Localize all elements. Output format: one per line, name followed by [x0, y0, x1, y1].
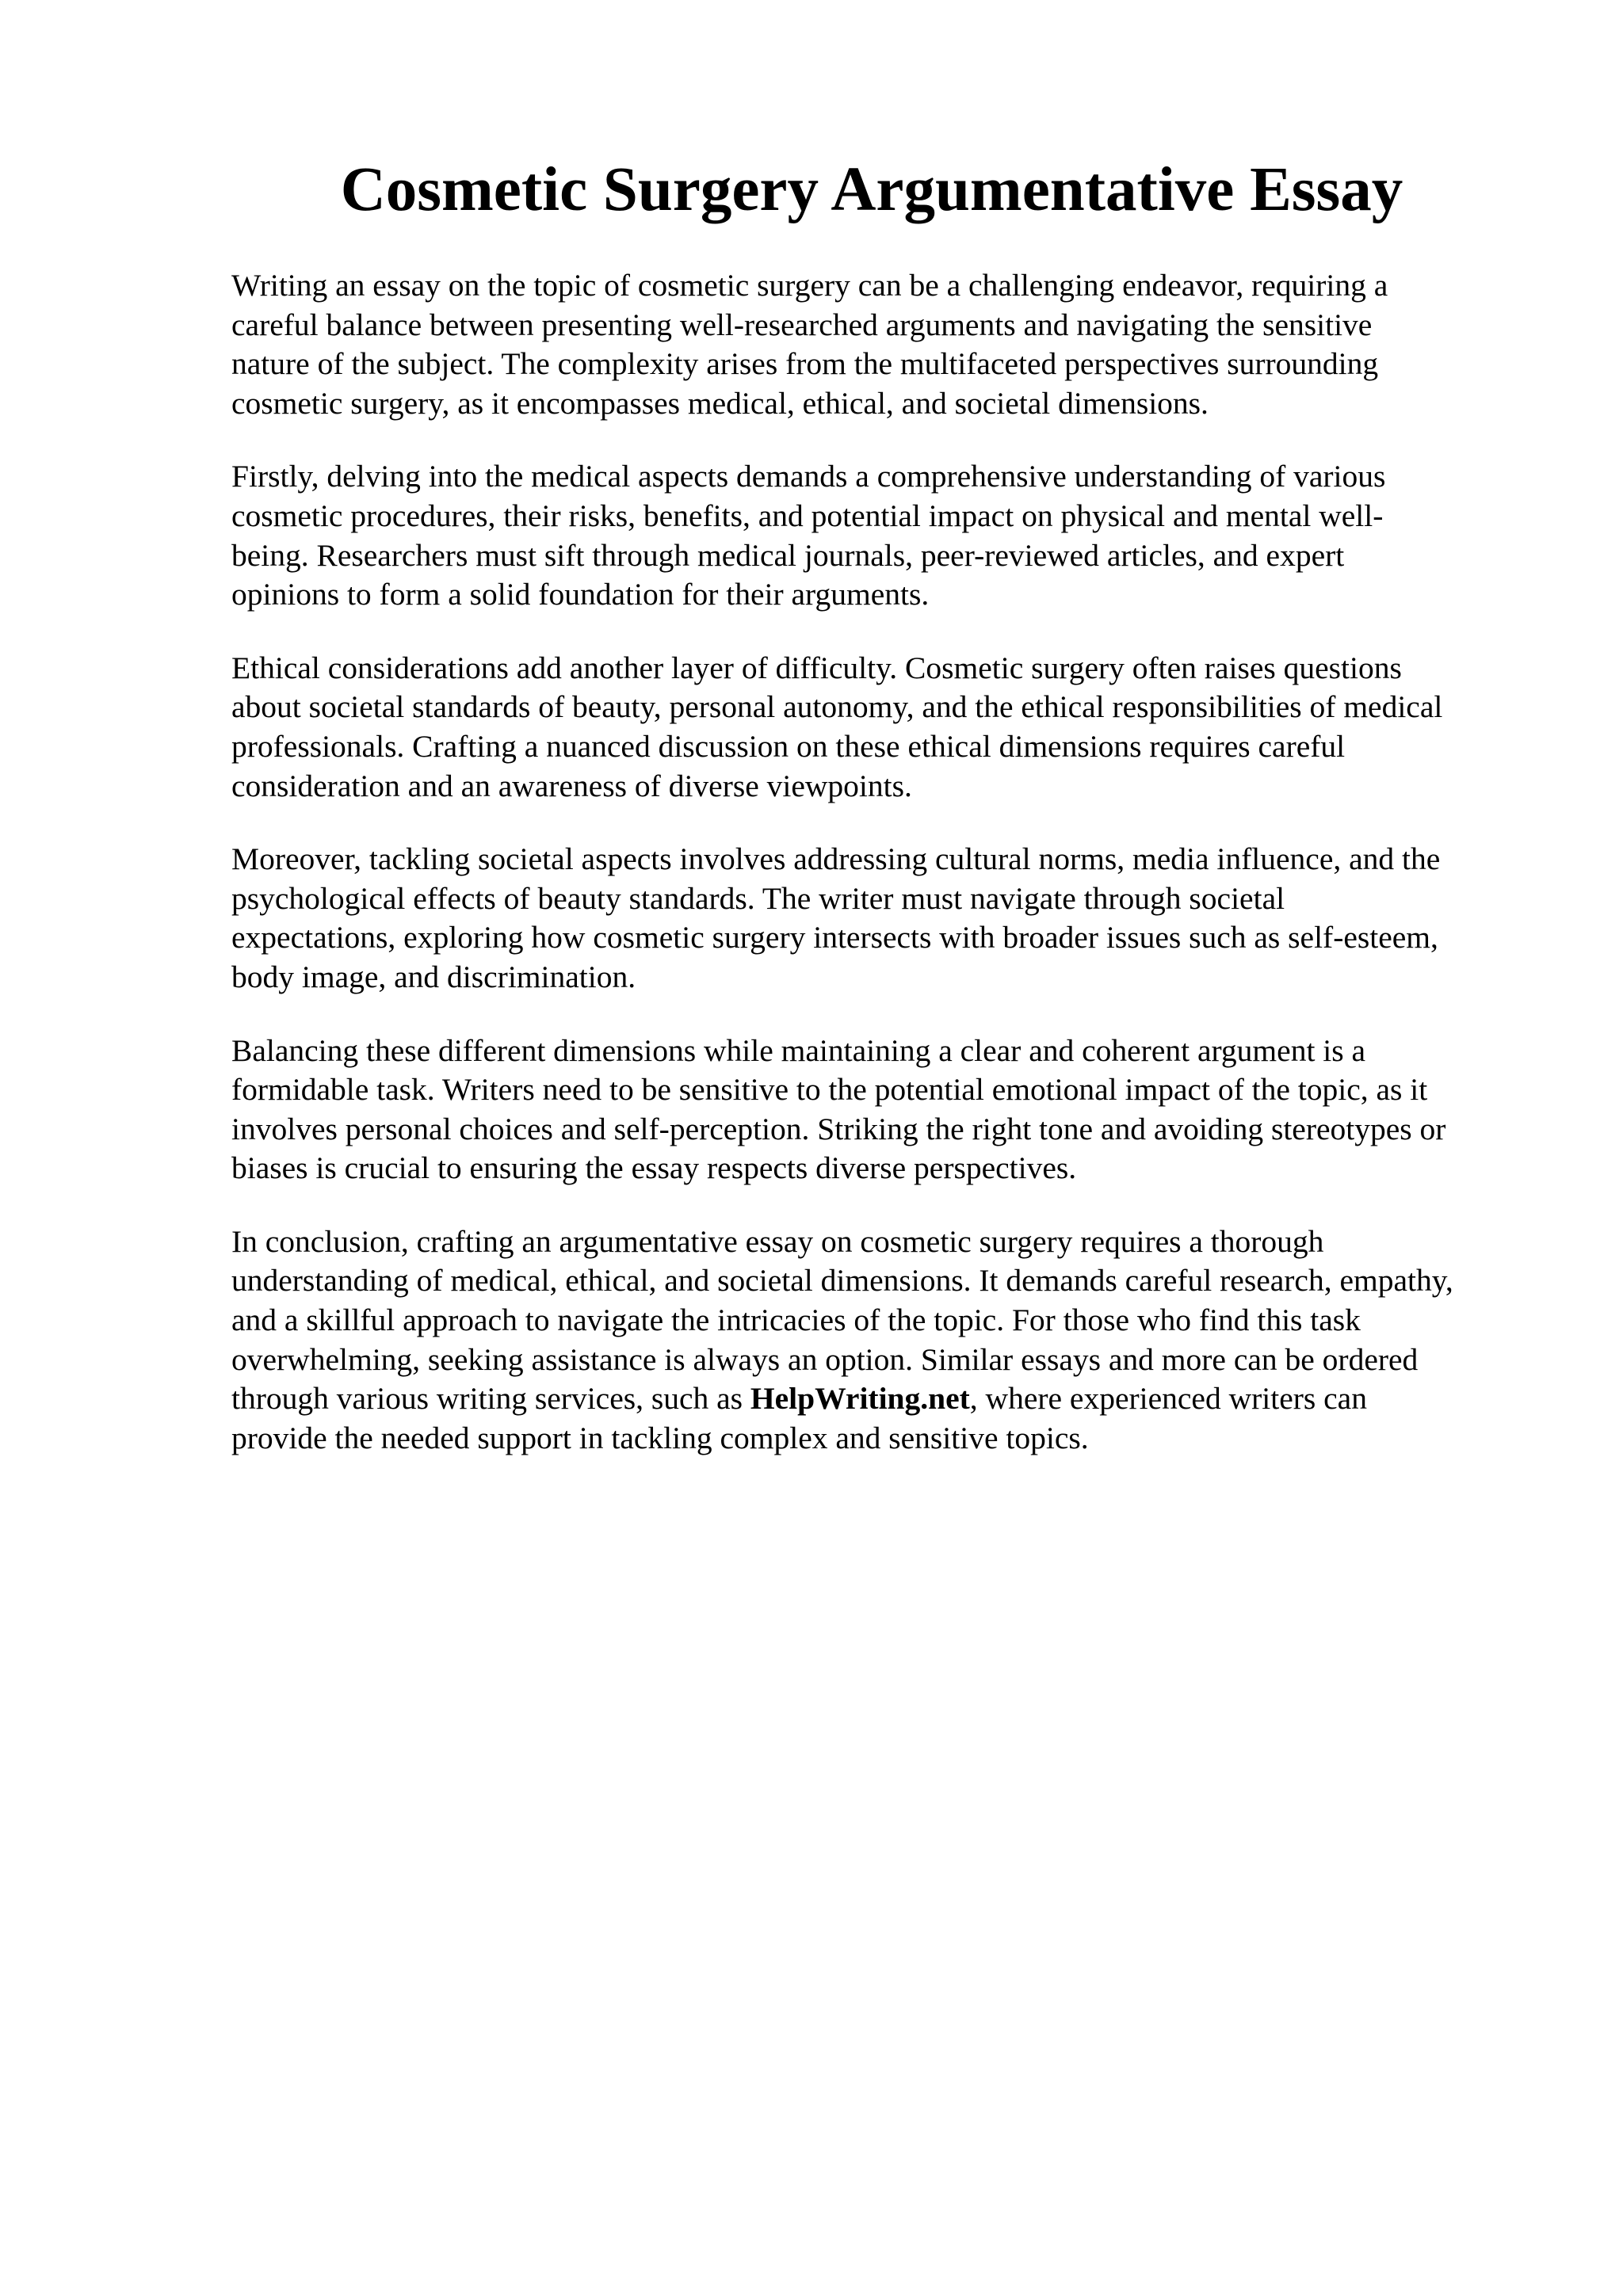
- text-line: formidable task. Writers need to be sensitive to the potential emotional impact of the topic, as it: [231, 1072, 1428, 1108]
- brand-line-end: , where experienced writers can: [969, 1381, 1367, 1417]
- text-line-with-brand: [231, 1379, 1531, 1419]
- text-line: Ethical considerations add another layer of difficulty. Cosmetic surgery often raises questions: [231, 650, 1402, 685]
- text-line: body image, and discrimination.: [231, 959, 636, 994]
- text-line: expectations, exploring how cosmetic surgery intersects with broader issues such as self-esteem,: [231, 920, 1438, 955]
- text-line: provide the needed support in tackling complex and sensitive topics.: [231, 1420, 1089, 1455]
- text-line: psychological effects of beauty standards. The writer must navigate through societal: [231, 880, 1285, 916]
- text-line: understanding of medical, ethical, and societal dimensions. It demands careful research, empathy,: [231, 1263, 1453, 1299]
- essay-body: [231, 266, 1531, 1492]
- text-line: involves personal choices and self-perception. Striking the right tone and avoiding stereotypes or: [231, 1111, 1446, 1146]
- paragraph-conclusion: [231, 1222, 1531, 1459]
- paragraph-societal: [231, 840, 1531, 997]
- text-line: being. Researchers must sift through medical journals, peer-reviewed articles, and expert: [231, 537, 1345, 573]
- paragraph-ethical: [231, 649, 1531, 806]
- text-line: biases is crucial to ensuring the essay respects diverse perspectives.: [231, 1150, 1077, 1186]
- text-line: professionals. Crafting a nuanced discussion on these ethical dimensions requires careful: [231, 728, 1346, 764]
- text-line: about societal standards of beauty, personal autonomy, and the ethical responsibilities of medical: [231, 689, 1443, 725]
- text-line: Writing an essay on the topic of cosmetic surgery can be a challenging endeavor, requiring a: [231, 268, 1388, 303]
- text-line: nature of the subject. The complexity arises from the multifaceted perspectives surrounding: [231, 346, 1379, 382]
- brand-name: HelpWriting.net: [750, 1381, 970, 1417]
- paragraph-intro: [231, 266, 1531, 423]
- text-line: cosmetic procedures, their risks, benefits, and potential impact on physical and mental well-: [231, 498, 1384, 533]
- text-line: Firstly, delving into the medical aspects demands a comprehensive understanding of various: [231, 459, 1386, 494]
- text-line: opinions to form a solid foundation for their arguments.: [231, 577, 930, 612]
- text-line: and a skillful approach to navigate the intricacies of the topic. For those who find this task: [231, 1302, 1361, 1338]
- brand-line-start: through various writing services, such as: [231, 1381, 750, 1417]
- text-line: careful balance between presenting well-researched arguments and navigating the sensitive: [231, 307, 1373, 342]
- paragraph-medical: [231, 457, 1531, 614]
- text-line: consideration and an awareness of diverse viewpoints.: [231, 768, 912, 803]
- text-line: Moreover, tackling societal aspects involves addressing cultural norms, media influence, and the: [231, 841, 1441, 877]
- paragraph-balancing: [231, 1032, 1531, 1188]
- text-line: Balancing these different dimensions while maintaining a clear and coherent argument is a: [231, 1032, 1366, 1068]
- text-line: overwhelming, seeking assistance is always an option. Similar essays and more can be ordered: [231, 1341, 1419, 1377]
- page-title: Cosmetic Surgery Argumentative Essay: [340, 155, 1403, 224]
- text-line: cosmetic surgery, as it encompasses medical, ethical, and societal dimensions.: [231, 385, 1209, 421]
- text-line: In conclusion, crafting an argumentative essay on cosmetic surgery requires a thorough: [231, 1223, 1324, 1259]
